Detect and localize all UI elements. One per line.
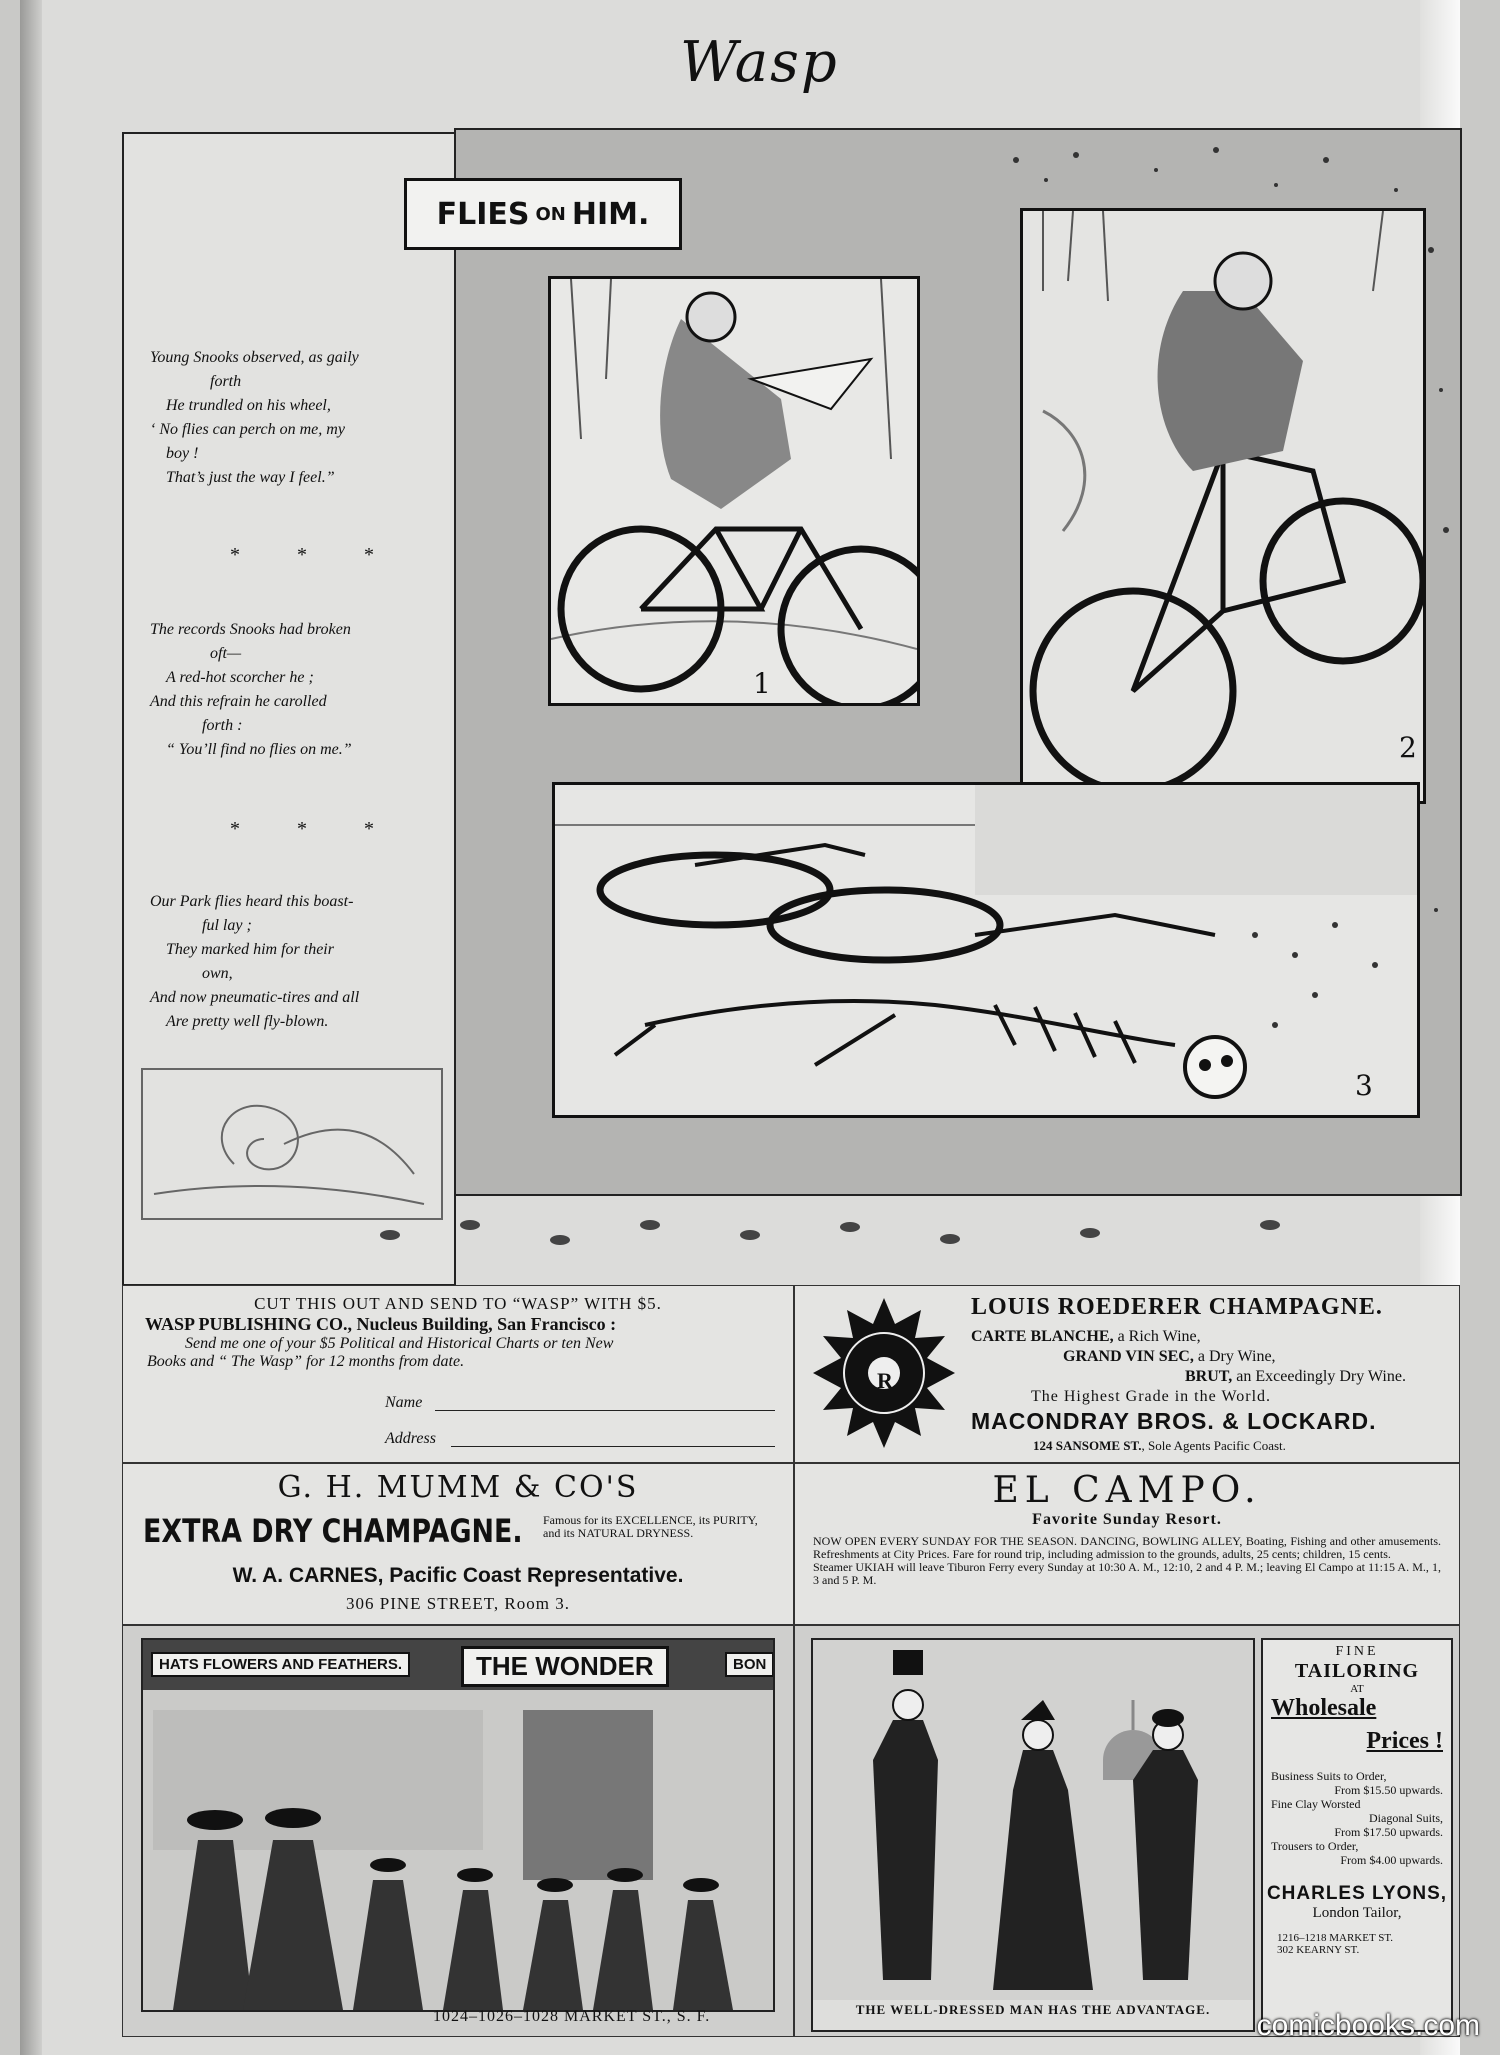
poem-line: ‘ No flies can perch on me, my [150,421,345,438]
comic-title-on: ON [535,203,566,225]
tailor-name: CHARLES LYONS, [1266,1883,1448,1904]
panel-1-illustration [551,279,917,703]
roederer-brut: BRUT, [1185,1368,1233,1385]
poem-line: ful lay ; [202,917,252,934]
el-campo-subtitle: Favorite Sunday Resort. [1032,1511,1222,1528]
the-wonder-address: 1024–1026–1028 MARKET ST., S. F. [433,2008,711,2025]
roederer-agents: MACONDRAY BROS. & LOCKARD. [971,1408,1377,1434]
poem-line: own, [202,965,233,982]
name-field-label: Name [385,1394,423,1411]
poem-line: boy ! [166,445,199,462]
poem-separator: * * * [230,544,400,566]
the-wonder-storefront [141,1638,775,2012]
roederer-seal-letter: R [877,1368,893,1393]
mumm-product: EXTRA DRY CHAMPAGNE. [143,1512,523,1550]
panel-2-illustration [1023,211,1423,801]
poem-stanza-1 [150,346,430,490]
tailor-price-list [1271,1769,1443,1867]
tailor-at: AT [1350,1683,1364,1695]
tailor-illustration [811,1638,1255,2032]
comic-title [404,178,682,250]
roederer-line-2-text: a Dry Wine, [1193,1348,1276,1365]
address-field-line[interactable] [451,1446,775,1447]
comic-title-flies: FLIES [436,196,530,232]
poem-line: And now pneumatic-tires and all [150,989,360,1006]
tailor-address-2: 302 KEARNY ST. [1277,1944,1360,1956]
comic-panel-3 [552,782,1420,1118]
tailor-caption: THE WELL-DRESSED MAN HAS THE ADVANTAGE. [855,2002,1211,2017]
roederer-grade: The Highest Grade in the World. [1031,1388,1272,1405]
poem-line: A red-hot scorcher he ; [166,669,314,686]
panel-number-2: 2 [1399,731,1417,764]
tailor-title: London Tailor, [1312,1905,1402,1921]
el-campo-ad [794,1463,1460,1625]
roederer-title: LOUIS ROEDERER CHAMPAGNE. [971,1294,1383,1320]
roederer-line-1-text: a Rich Wine, [1113,1328,1201,1345]
roederer-line-2 [1063,1348,1276,1366]
roederer-champagne-ad [794,1285,1460,1463]
tailor-prices: Prices ! [1366,1728,1443,1754]
mumm-title: G. H. MUMM & CO'S [277,1470,639,1505]
site-watermark: comicbooks.com [1256,2009,1480,2042]
price-item: Business Suits to Order, [1271,1769,1387,1783]
bon-sign: BON [725,1652,774,1677]
el-campo-steamer: Steamer UKIAH will leave Tiburon Ferry every Sunday at 10:30 A. M., 12:10, 2 and 4 P. M.; leaving El Campo at 11:15 A. M., 1, 3 and 5 P. M. [813,1560,1441,1587]
roederer-street: 124 SANSOME ST. [1033,1438,1142,1453]
price-item: From $4.00 upwards. [1340,1853,1443,1867]
flies-border-illustration [330,1195,1330,1275]
roederer-address [1033,1438,1286,1454]
price-item: From $17.50 upwards. [1334,1825,1443,1839]
poem-separator: * * * [230,818,400,840]
poem-stanza-2 [150,618,430,762]
crowd-illustration [143,1690,773,2010]
poem-line: forth : [202,717,243,734]
poem-line: And this refrain he carolled [150,693,327,710]
poem-line: “ You’ll find no flies on me.” [166,741,352,758]
roederer-line-3-text: an Exceedingly Dry Wine. [1232,1368,1406,1385]
mumm-champagne-ad [122,1463,794,1625]
comic-panel-1 [548,276,920,706]
price-item: Trousers to Order, [1271,1839,1359,1853]
wasp-subscription-ad [122,1285,794,1463]
roederer-carte-blanche: CARTE BLANCHE, [971,1328,1114,1345]
tailor-address-1: 1216–1218 MARKET ST. [1277,1932,1394,1944]
well-dressed-men-illustration [813,1640,1253,2000]
price-item: From $15.50 upwards. [1334,1783,1443,1797]
panel-number-1: 1 [753,667,771,700]
panel-3-illustration [555,785,1417,1115]
wasp-ad-headline: CUT THIS OUT AND SEND TO “WASP” WITH $5. [254,1294,662,1313]
poem-line: Our Park flies heard this boast- [150,893,354,910]
address-field-label: Address [385,1430,436,1447]
roederer-grand-vin-sec: GRAND VIN SEC, [1063,1348,1194,1365]
page-gutter [20,0,42,2055]
masthead-wasp: Wasp [680,30,839,95]
poem-line: oft— [210,645,242,662]
roederer-address-text: , Sole Agents Pacific Coast. [1141,1438,1286,1453]
roederer-line-1 [971,1328,1201,1346]
poem-line: Young Snooks observed, as gaily [150,349,359,366]
hats-sign: HATS FLOWERS AND FEATHERS. [151,1652,410,1677]
poem-stanza-3 [150,890,430,1034]
tailor-fine: FINE [1335,1644,1379,1659]
panel-number-3: 3 [1355,1069,1373,1102]
wasp-ad-publisher: WASP PUBLISHING CO., Nucleus Building, San Francisco : [145,1314,617,1334]
poem-line: They marked him for their [166,941,334,958]
roederer-line-3 [1185,1368,1406,1386]
poem-line: Are pretty well fly-blown. [166,1013,329,1030]
tailor-text-panel [1261,1638,1453,2032]
the-wonder-ad [122,1625,794,2037]
tailor-wholesale: Wholesale [1271,1695,1377,1721]
mumm-representative: W. A. CARNES, Pacific Coast Representative. [232,1564,684,1587]
poem-line: That’s just the way I feel.” [166,469,335,486]
name-field-line[interactable] [435,1410,775,1411]
price-item: Fine Clay Worsted [1271,1797,1361,1811]
el-campo-title: EL CAMPO. [992,1470,1262,1511]
poem-line: forth [210,373,242,390]
wasp-ad-offer-2: Books and “ The Wasp” for 12 months from date. [147,1353,465,1370]
mumm-address: 306 PINE STREET, Room 3. [346,1594,570,1613]
poem-line: He trundled on his wheel, [166,397,331,414]
the-wonder-sign: THE WONDER [461,1646,669,1687]
poem-line: The records Snooks had broken [150,621,351,638]
comic-title-him: HIM. [571,196,650,232]
wasp-ad-offer: Send me one of your $5 Political and Historical Charts or ten New [185,1335,614,1352]
mumm-tagline: Famous for its EXCELLENCE, its PURITY, and its NATURAL DRYNESS. [543,1513,758,1540]
price-item: Diagonal Suits, [1369,1811,1443,1825]
comic-panel-2 [1020,208,1426,804]
charles-lyons-tailor-ad [794,1625,1460,2037]
el-campo-body: NOW OPEN EVERY SUNDAY FOR THE SEASON. DANCING, BOWLING ALLEY, Boating, Fishing and other amusements. Refreshments at City Prices. Fare for round trip, including admission to the grounds, adults, 25 cents; children, 15 cents. [813,1534,1441,1561]
tailor-tailoring: TAILORING [1294,1660,1420,1682]
